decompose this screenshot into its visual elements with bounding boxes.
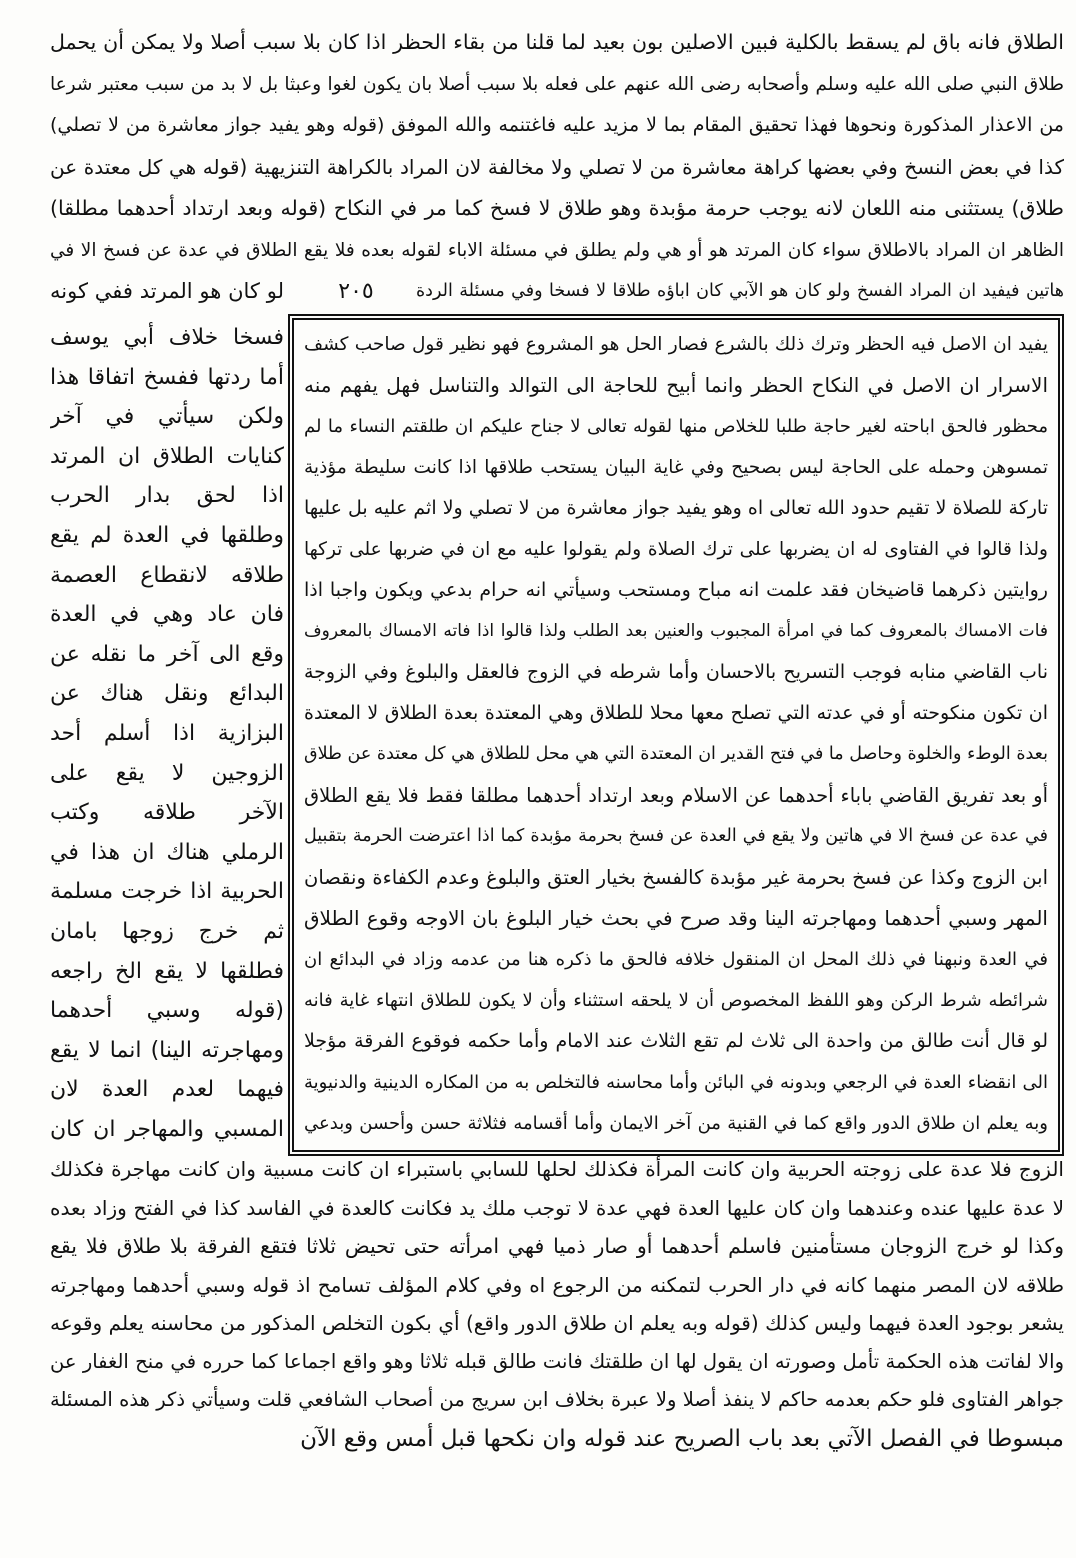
side-commentary-line: وطلقها في العدة لم يقع — [50, 522, 284, 548]
main-text-line: في عدة عن فسخ الا في هاتين ولا يقع في العدة عن فسخ بحرمة مؤبدة كما اذا اعترضت الحرمة بتقبيل — [304, 826, 1048, 846]
main-text-line: فات الامساك بالمعروف كما في امرأة المجبوب والعنين بعد الطلب ولذا قالوا اذا فاته الامساك بالمعروف — [304, 621, 1048, 641]
main-text-line: روايتين ذكرهما قاضيخان فقد علمت انه مباح ومستحب وسيأتي انه حرام بدعي ويكون واجبا اذا — [304, 579, 1048, 601]
side-commentary-line: الآخر طلاقه وكتب — [50, 800, 284, 826]
page-number: ٢٠٥ — [338, 279, 374, 304]
side-commentary-line: (قوله وسبي أحدهما — [50, 998, 284, 1024]
main-text-line: ان تكون منكوحته أو في عدته التي تصلح معها محلا للطلاق وهي المعتدة بعدة الطلاق لا المعتدة — [304, 702, 1048, 724]
top-commentary-line: الظاهر ان المراد بالاطلاق سواء كان المرتد هو أو هي ولم يطلق في مسئلة الاباء لقوله بعده فلا يقع الطلاق في عدة عن فسخ الا في — [50, 239, 1064, 261]
bottom-commentary-line: لا عدة عليها عنده وعندهما وان كان عليها العدة فهي عدة لا توجب ملك يد فكانت كالعدة في الفاسد كذا في الفتح وزاد بعده — [50, 1195, 1064, 1220]
main-text-line: تمسوهن وحمله على الحاجة ليس بصحيح وفي غاية البيان يستحب طلاقها اذا كانت سليطة مؤذية — [304, 457, 1048, 478]
top-commentary-line: طلاق النبي صلى الله عليه وسلم وأصحابه رضى الله عنهم على فعله بلا سبب أصلا بان يكون لغوا وعبثا بل لا بد من سبب معتبر شرعا — [50, 73, 1064, 95]
side-commentary-line: ولكن سيأتي في آخر — [50, 404, 284, 430]
side-commentary-line: الزوجين لا يقع على — [50, 760, 284, 786]
side-commentary-line: البدائع ونقل هناك عن — [50, 681, 284, 707]
top-commentary-line: هاتين فيفيد ان المراد الفسخ ولو كان هو الآبي كان اباؤه طلاقا لا فسخا وفي مسئلة الردة — [416, 281, 1064, 301]
top-commentary-line: طلاق) يستثنى منه اللعان لانه يوجب حرمة مؤبدة وهو طلاق لا فسخ كما مر في النكاح (قوله وبعد ارتداد أحدهما مطلقا) — [50, 196, 1064, 220]
top-commentary-line: من الاعذار المذكورة ونحوها فهذا تحقيق المقام بما لا مزيد عليه فاغتنمه والله الموفق (قوله وهو يفيد جواز معاشرة من لا تصلي) — [50, 114, 1064, 136]
main-text-line: وبه يعلم ان طلاق الدور واقع كما في القنية من آخر الايمان وأما أقسامه فثلاثة حسن وأحسن وبدعي — [304, 1113, 1048, 1134]
main-text-line: في العدة ونبهنا في ذلك المحل ان المنقول خلافه فالحق ما ذكره هنا من عدمه وزاد في البدائع ان — [304, 949, 1048, 970]
side-commentary-line: فان عاد وهي في العدة — [50, 602, 284, 628]
bottom-commentary-line: وكذا لو خرج الزوجان مستأمنين فاسلم أحدهما أو صار ذميا فهي امرأته حتى تحيض ثلاثا فتقع الفرقة بلا طلاق فلا يقع — [50, 1234, 1064, 1258]
main-text-line: أو بعد تفريق القاضي باباء أحدهما عن الاسلام وبعد ارتداد أحدهما مطلقا فقط فلا يقع الطلاق — [304, 784, 1048, 807]
top-commentary-line: لو كان هو المرتد ففي كونه — [50, 279, 284, 303]
side-commentary-line: البزازية اذا أسلم أحد — [50, 720, 284, 746]
main-text-line: ابن الزوج وكذا عن فسخ بحرمة غير مؤبدة كالفسخ بخيار العتق والبلوغ وعدم الكفاءة ونقصان — [304, 866, 1048, 889]
side-commentary-line: كنايات الطلاق ان المرتد — [50, 443, 284, 469]
main-text-line: تاركة للصلاة لا تقيم حدود الله تعالى اه وهو يفيد جواز معاشرة من لا تصلي ولا اثم عليه بل عليها — [304, 497, 1048, 519]
bottom-commentary-line: الزوج فلا عدة على زوجته الحربية وان كانت المرأة فكذلك لحلها للسابي باستبراء ان كانت مسبية وان كانت مهاجرة فكذلك — [50, 1157, 1064, 1181]
side-commentary-line: الحربية اذا خرجت مسلمة — [50, 879, 284, 905]
top-commentary-line: الطلاق فانه باق لم يسقط بالكلية فبين الاصلين بون بعيد لما قلنا من بقاء الحظر اذا كان بلا سبب أصلا ولا يمكن أن يحمل — [50, 30, 1064, 54]
side-commentary-line: طلاقه لانقطاع العصمة — [50, 562, 284, 588]
side-commentary — [50, 318, 284, 1149]
side-commentary-line: الرملي هناك ان هذا في — [50, 839, 284, 865]
main-text-line: الى انقضاء العدة في الرجعي وبدونه في البائن وأما محاسنه فالتخلص به من المكاره الدينية والدنيوية — [304, 1072, 1048, 1093]
bottom-commentary-line: جواهر الفتاوى فلو حكم بعدمه حاكم لا ينفذ أصلا ولا عبرة بخلاف ابن سريج من أصحاب الشافعي قلت وسيأتي ذكر هذه المسئلة — [50, 1388, 1064, 1411]
side-commentary-line: أما ردتها ففسخ اتفاقا هذا — [50, 364, 284, 390]
top-commentary-last-row — [50, 271, 1064, 313]
side-commentary-line: فسخا خلاف أبي يوسف — [50, 325, 284, 350]
main-text-line: شرائطه شرط الركن وهو اللفظ المخصوص أن لا يلحقه استثناء وأن لا يكون للطلاق انتهاء غاية فانه — [304, 990, 1048, 1011]
main-text-line: لو قال أنت طالق من واحدة الى ثلاث لم تقع الثلاث عند الامام وأما حكمه فوقوع الفرقة مؤجلا — [304, 1030, 1048, 1052]
bottom-commentary — [50, 1150, 1064, 1458]
main-text-box — [288, 314, 1064, 1156]
main-text-line: محظور فالحق اباحته لغير حاجة طلبا للخلاص منها لقوله تعالى لا جناح عليكم ان طلقتم النساء ما لم — [304, 416, 1048, 437]
top-commentary-line: كذا في بعض النسخ وفي بعضها كراهة معاشرة من لا تصلي ولا مخالفة لان المراد بالكراهة التنزيهية (قوله هي كل معتدة عن — [50, 154, 1064, 179]
side-commentary-line: فيهما لعدم العدة لان — [50, 1077, 284, 1103]
bottom-commentary-line: والا لفاتت هذه الحكمة تأمل وصورته ان يقول لها ان طلقتك فانت طالق قبله ثلاثا وهو واقع اجماعا كما حرره في منح الغفار عن — [50, 1349, 1064, 1373]
main-text-line: يفيد ان الاصل فيه الحظر وترك ذلك بالشرع فصار الحل هو المشروع فهو نظير قول صاحب كشف — [304, 334, 1048, 355]
side-commentary-line: المسبي والمهاجر ان كان — [50, 1116, 284, 1142]
main-text-line: المهر وسبي أحدهما ومهاجرته الينا وقد صرح في بحث خيار البلوغ بان الاوجه وقوع الطلاق — [304, 906, 1048, 930]
main-text-line: ناب القاضي منابه فوجب التسريح بالاحسان وأما شرطه في الزوج فالعقل والبلوغ وفي الزوجة — [304, 661, 1048, 683]
side-commentary-line: ثم خرج زوجها بامان — [50, 918, 284, 944]
side-commentary-line: اذا لحق بدار الحرب — [50, 483, 284, 509]
bottom-commentary-line: طلاقه لان المصر منهما كانه في دار الحرب لتمكنه من الرجوع اه وفي كلام المؤلف تسامح اذ قوله وسبي أحدهما ومهاجرته — [50, 1272, 1064, 1297]
main-text-line: بعدة الوطء والخلوة وحاصل ما في فتح القدير ان المعتدة التي هي محل للطلاق هي كل معتدة عن طلاق — [304, 744, 1048, 764]
side-commentary-line: وقع الى آخر ما نقله عن — [50, 641, 284, 667]
bottom-commentary-line: يشعر بوجود العدة فيهما وليس كذلك (قوله وبه يعلم ان طلاق الدور واقع) أي بكون التخلص المذكور من محاسنه يعلم وقوعه — [50, 1311, 1064, 1335]
side-commentary-line: فطلقها لا يقع الخ راجعه — [50, 958, 284, 984]
side-commentary-line: ومهاجرته الينا) انما لا يقع — [50, 1037, 284, 1063]
main-text-line: الاسرار ان الاصل في النكاح الحظر وانما أبيح للحاجة الى التوالد والتناسل فهل يفهم منه — [304, 373, 1048, 397]
top-commentary — [50, 22, 1064, 313]
bottom-commentary-line: مبسوطا في الفصل الآتي بعد باب الصريح عند قوله وان نكحها قبل أمس وقع الآن — [300, 1425, 1064, 1452]
main-text-line: ولذا قالوا في الفتاوى له ان يضربها على ترك الصلاة ولم يقولوا عليه مع ان في ضربها على تركها — [304, 539, 1048, 560]
